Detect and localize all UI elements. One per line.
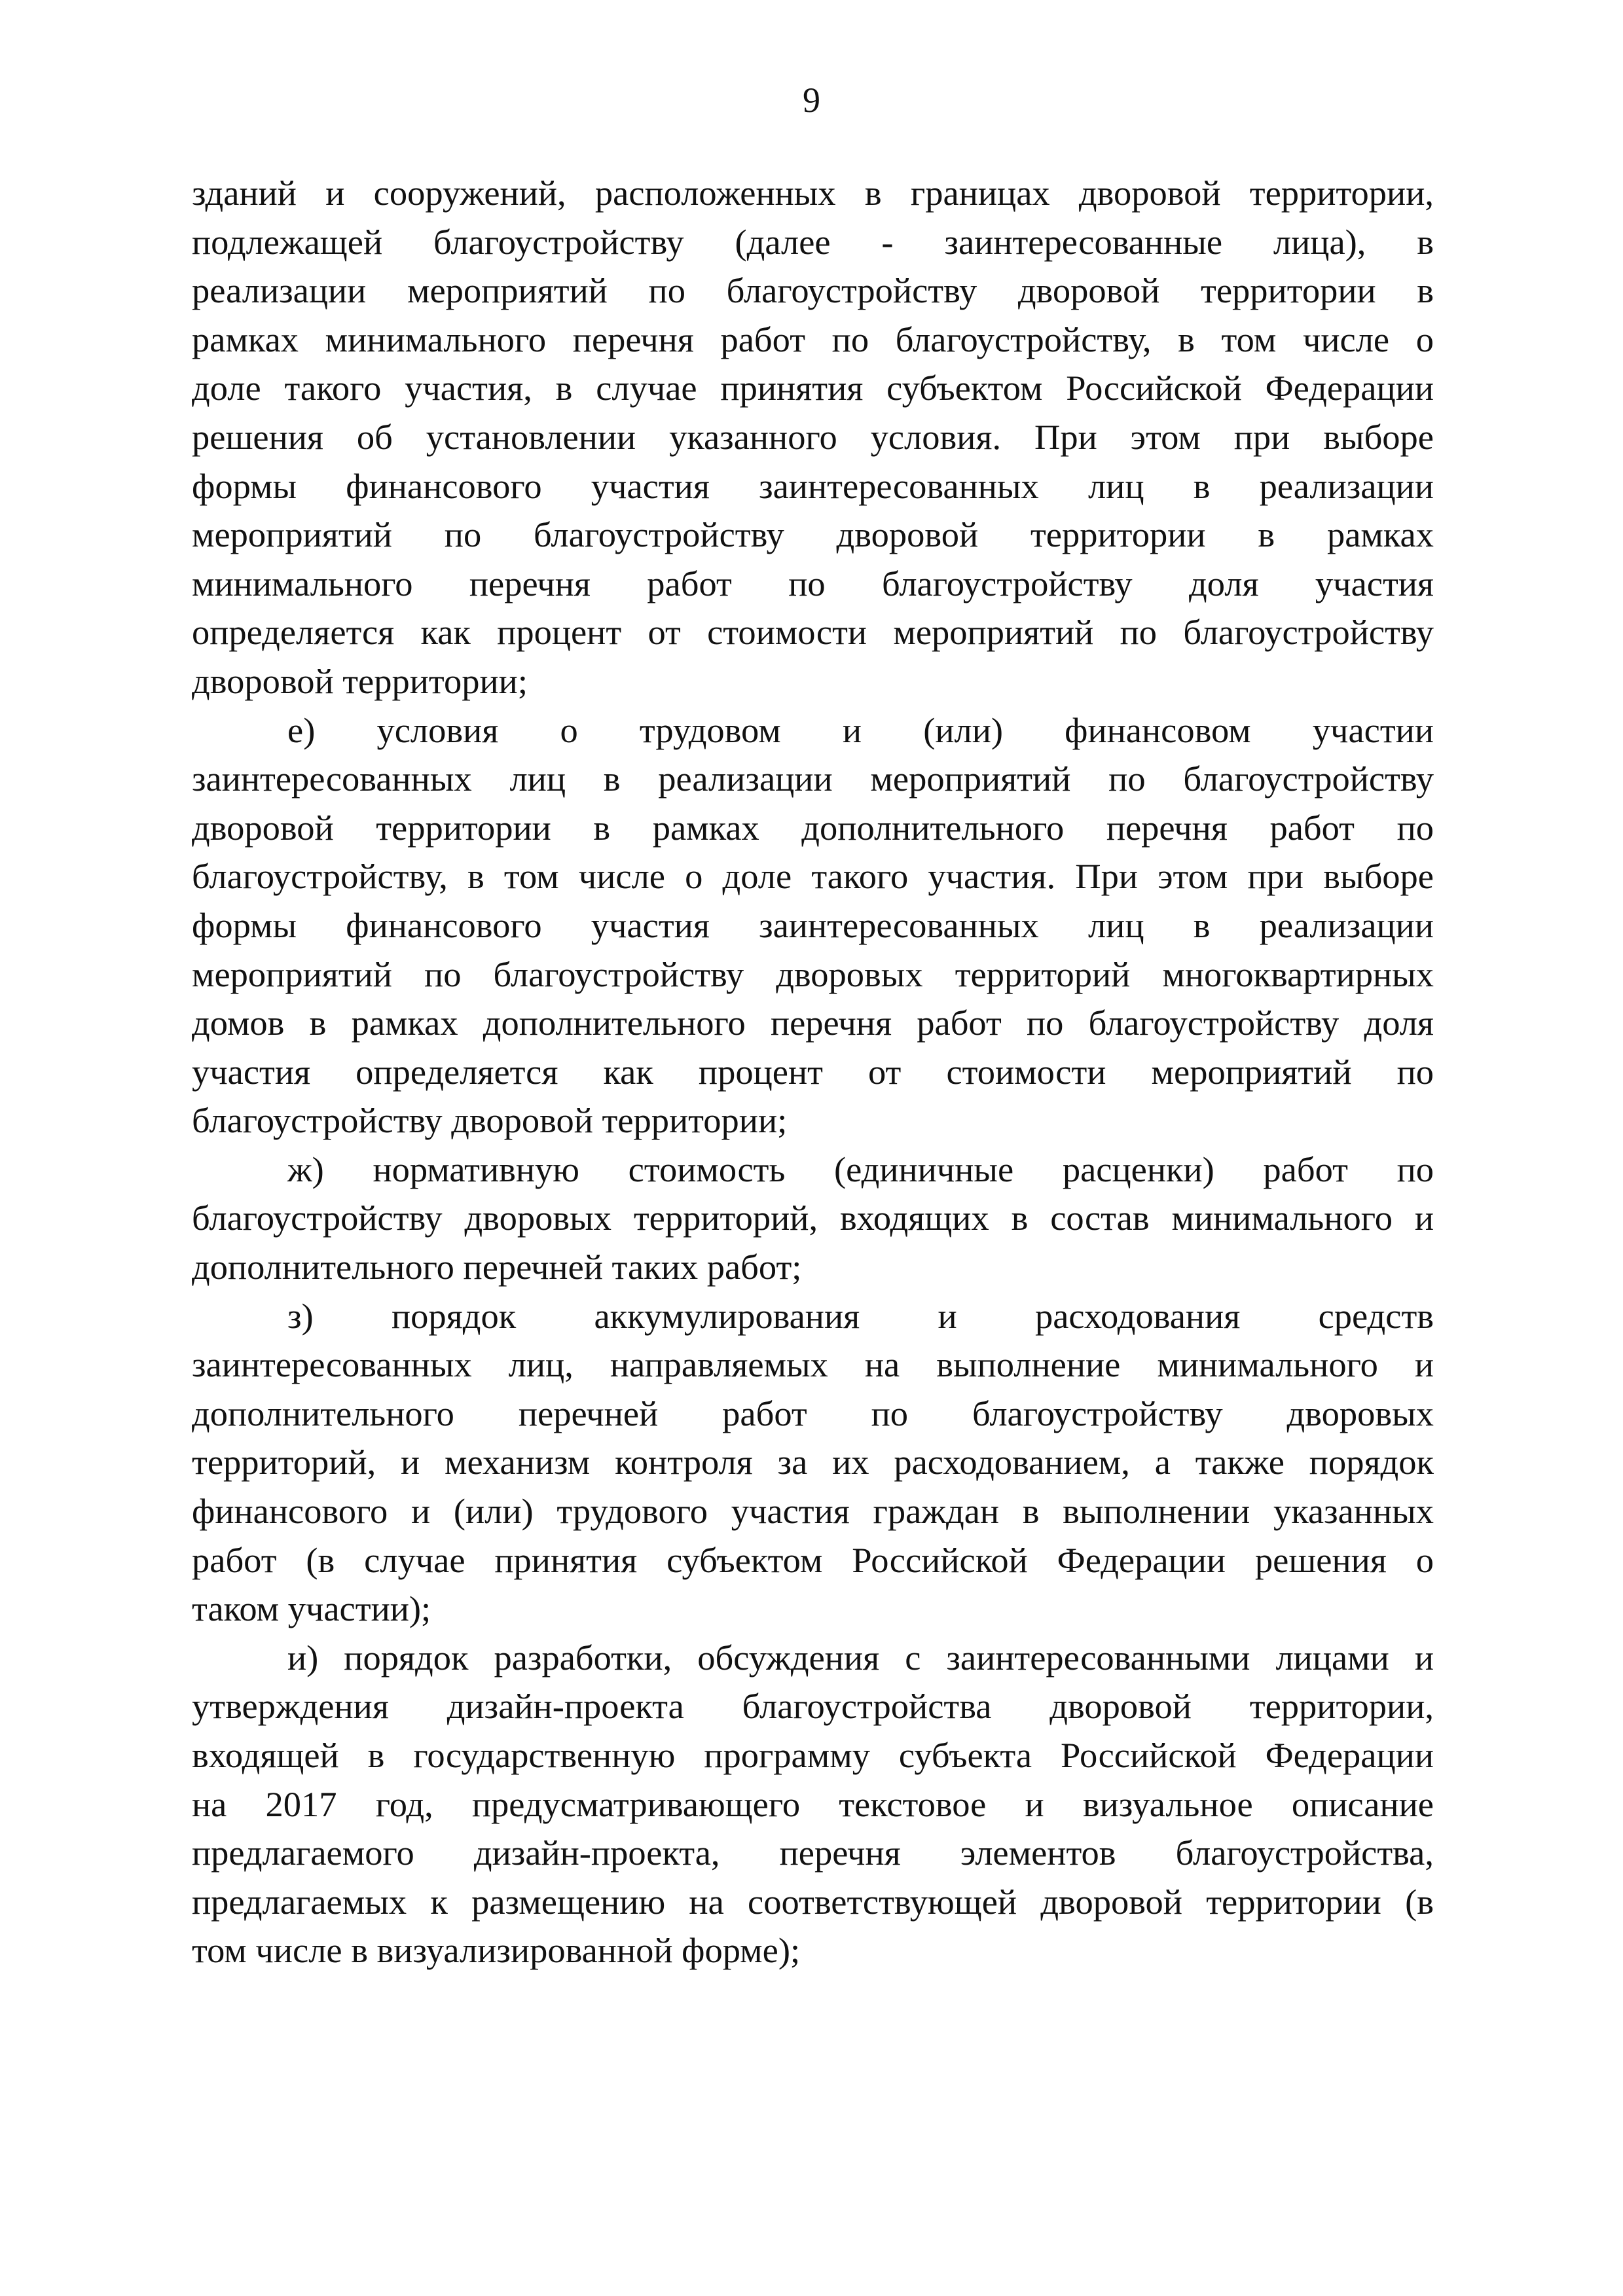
text-line: входящей в государственную программу субъекта Российской Федерации [192, 1735, 1434, 1775]
paragraph-e [192, 706, 1434, 1145]
text-line: утверждения дизайн-проекта благоустройства дворовой территории, [192, 1686, 1434, 1727]
document-body [192, 169, 1434, 1975]
text-line: территорий, и механизм контроля за их расходованием, а также порядок [192, 1442, 1434, 1482]
text-line: решения об установлении указанного условия. При этом при выборе [192, 416, 1434, 457]
text-line: домов в рамках дополнительного перечня работ по благоустройству доля [192, 1003, 1434, 1043]
text-line: том числе в визуализированной форме); [192, 1930, 801, 1971]
text-line: мероприятий по благоустройству дворовой территории в рамках [192, 514, 1434, 555]
text-line: заинтересованных лиц в реализации мероприятий по благоустройству [192, 759, 1434, 799]
text-line: формы финансового участия заинтересованных лиц в реализации [192, 465, 1434, 506]
text-line: дополнительного перечней таких работ; [192, 1247, 802, 1287]
paragraph-i [192, 1634, 1434, 1975]
text-line: заинтересованных лиц, направляемых на выполнение минимального и [192, 1344, 1434, 1385]
text-line: дополнительного перечней работ по благоустройству дворовых [192, 1393, 1434, 1433]
text-line: благоустройству дворовых территорий, входящих в состав минимального и [192, 1198, 1434, 1238]
text-line: реализации мероприятий по благоустройству дворовой территории в [192, 270, 1434, 311]
text-line: зданий и сооружений, расположенных в границах дворовой территории, [192, 173, 1434, 213]
text-line: участия определяется как процент от стоимости мероприятий по [192, 1051, 1434, 1092]
text-line-first: и) порядок разработки, обсуждения с заинтересованными лицами и [287, 1637, 1434, 1677]
text-line: дворовой территории в рамках дополнительного перечня работ по [192, 807, 1434, 848]
paragraph-z [192, 1292, 1434, 1634]
text-line: благоустройству, в том числе о доле такого участия. При этом при выборе [192, 856, 1434, 897]
text-line-first: е) условия о трудовом и (или) финансовом участии [287, 709, 1434, 750]
paragraph-zh [192, 1145, 1434, 1292]
paragraph-continuation [192, 169, 1434, 706]
text-line: таком участии); [192, 1588, 431, 1629]
text-line: благоустройству дворовой территории; [192, 1100, 788, 1141]
text-line: дворовой территории; [192, 660, 528, 701]
text-line: подлежащей благоустройству (далее - заинтересованные лица), в [192, 221, 1434, 262]
page-number: 9 [803, 81, 820, 120]
text-line: предлагаемых к размещению на соответствующей дворовой территории (в [192, 1881, 1434, 1922]
text-line: работ (в случае принятия субъектом Российской Федерации решения о [192, 1539, 1434, 1580]
text-line: доле такого участия, в случае принятия субъектом Российской Федерации [192, 368, 1434, 408]
text-line: определяется как процент от стоимости мероприятий по благоустройству [192, 612, 1434, 653]
text-line: на 2017 год, предусматривающего текстовое и визуальное описание [192, 1784, 1434, 1824]
text-line: рамках минимального перечня работ по благоустройству, в том числе о [192, 319, 1434, 359]
text-line: минимального перечня работ по благоустройству доля участия [192, 563, 1434, 603]
text-line: формы финансового участия заинтересованных лиц в реализации [192, 905, 1434, 945]
text-line-first: ж) нормативную стоимость (единичные расценки) работ по [287, 1149, 1434, 1189]
text-line: финансового и (или) трудового участия граждан в выполнении указанных [192, 1491, 1434, 1532]
text-line-first: з) порядок аккумулирования и расходования средств [287, 1295, 1434, 1336]
text-line: предлагаемого дизайн-проекта, перечня элементов благоустройства, [192, 1833, 1434, 1873]
text-line: мероприятий по благоустройству дворовых территорий многоквартирных [192, 954, 1434, 994]
